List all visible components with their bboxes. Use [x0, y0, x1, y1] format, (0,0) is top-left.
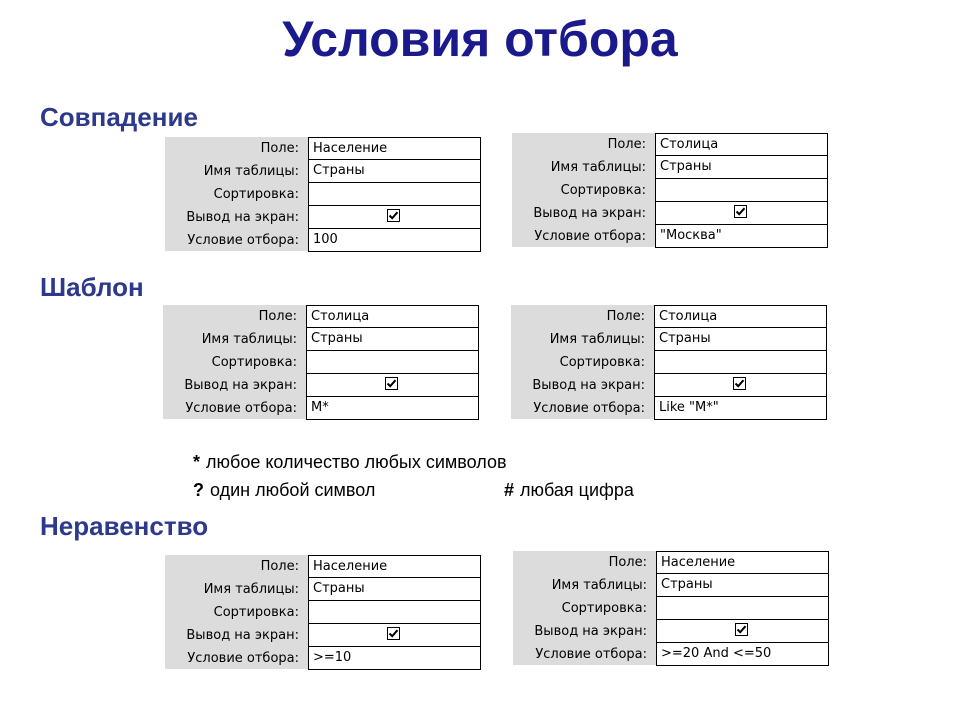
query-grid-1	[165, 137, 481, 251]
table-label: Имя таблицы:	[549, 332, 645, 347]
criteria-label: Условие отбора:	[534, 229, 646, 244]
field-cell[interactable]: Столица	[654, 305, 827, 328]
grid-row-show	[163, 374, 479, 397]
grid-row-criteria	[163, 397, 479, 420]
field-cell[interactable]: Столица	[306, 305, 479, 328]
sort-label: Сортировка:	[213, 187, 299, 202]
field-label: Поле:	[260, 559, 299, 574]
checkmark-icon	[388, 628, 399, 639]
grid-row-field	[165, 555, 481, 578]
show-cell	[656, 620, 829, 643]
show-cell	[306, 374, 479, 397]
sort-label: Сортировка:	[560, 183, 646, 198]
show-checkbox[interactable]	[733, 377, 746, 390]
criteria-cell[interactable]: >=10	[308, 647, 481, 670]
hash-text: любая цифра	[520, 480, 634, 500]
query-grid-3	[163, 305, 479, 419]
table-label: Имя таблицы:	[201, 332, 297, 347]
grid-row-show	[512, 202, 828, 225]
field-label: Поле:	[607, 137, 646, 152]
criteria-label: Условие отбора:	[187, 651, 299, 666]
query-grid-2	[512, 133, 828, 247]
sort-label: Сортировка:	[211, 355, 297, 370]
show-label: Вывод на экран:	[532, 378, 645, 393]
star-symbol: *	[193, 452, 201, 472]
field-cell[interactable]: Население	[656, 551, 829, 574]
question-text: один любой символ	[210, 480, 376, 500]
show-label: Вывод на экран:	[534, 624, 647, 639]
grid-row-criteria	[513, 643, 829, 666]
sort-label: Сортировка:	[559, 355, 645, 370]
grid-row-sort	[512, 179, 828, 202]
field-cell[interactable]: Население	[308, 137, 481, 160]
sort-cell[interactable]	[655, 179, 828, 202]
sort-cell[interactable]	[656, 597, 829, 620]
sort-cell[interactable]	[308, 601, 481, 624]
criteria-cell[interactable]: 100	[308, 229, 481, 252]
grid-row-table	[163, 328, 479, 351]
field-label: Поле:	[260, 141, 299, 156]
section-heading-pattern: Шаблон	[40, 272, 144, 302]
grid-row-show	[165, 624, 481, 647]
grid-row-field	[163, 305, 479, 328]
grid-row-sort	[513, 597, 829, 620]
table-label: Имя таблицы:	[550, 160, 646, 175]
legend-star	[193, 452, 507, 473]
grid-row-sort	[511, 351, 827, 374]
query-grid-4	[511, 305, 827, 419]
sort-cell[interactable]	[306, 351, 479, 374]
slide-title: Условия отбора	[282, 11, 678, 67]
sort-label: Сортировка:	[213, 605, 299, 620]
section-heading-match: Совпадение	[40, 102, 198, 132]
grid-row-table	[165, 578, 481, 601]
grid-row-criteria	[512, 225, 828, 248]
table-cell[interactable]: Страны	[306, 328, 479, 351]
query-grid-5	[165, 555, 481, 669]
hash-symbol: #	[504, 480, 515, 500]
grid-row-table	[511, 328, 827, 351]
table-cell[interactable]: Страны	[654, 328, 827, 351]
field-cell[interactable]: Население	[308, 555, 481, 578]
section-heading-inequality: Неравенство	[40, 511, 209, 541]
checkmark-icon	[386, 378, 397, 389]
show-label: Вывод на экран:	[533, 206, 646, 221]
grid-row-field	[165, 137, 481, 160]
grid-row-table	[513, 574, 829, 597]
grid-row-table	[165, 160, 481, 183]
table-label: Имя таблицы:	[551, 578, 647, 593]
grid-row-show	[511, 374, 827, 397]
show-checkbox[interactable]	[734, 205, 747, 218]
criteria-cell[interactable]: Like "М*"	[654, 397, 827, 420]
checkmark-icon	[734, 378, 745, 389]
grid-row-field	[511, 305, 827, 328]
sort-label: Сортировка:	[561, 601, 647, 616]
question-symbol: ?	[193, 480, 204, 500]
show-cell	[655, 202, 828, 225]
field-cell[interactable]: Столица	[655, 133, 828, 156]
grid-row-field	[512, 133, 828, 156]
query-grid-6	[513, 551, 829, 665]
criteria-label: Условие отбора:	[187, 233, 299, 248]
field-label: Поле:	[608, 555, 647, 570]
show-cell	[308, 206, 481, 229]
show-cell	[654, 374, 827, 397]
star-text: любое количество любых символов	[206, 452, 507, 472]
criteria-label: Условие отбора:	[185, 401, 297, 416]
sort-cell[interactable]	[308, 183, 481, 206]
table-label: Имя таблицы:	[203, 582, 299, 597]
criteria-label: Условие отбора:	[535, 647, 647, 662]
grid-row-table	[512, 156, 828, 179]
table-cell[interactable]: Страны	[308, 160, 481, 183]
show-checkbox[interactable]	[735, 623, 748, 636]
grid-row-show	[513, 620, 829, 643]
grid-row-field	[513, 551, 829, 574]
field-label: Поле:	[258, 309, 297, 324]
grid-row-sort	[165, 183, 481, 206]
show-checkbox[interactable]	[385, 377, 398, 390]
checkmark-icon	[736, 624, 747, 635]
table-label: Имя таблицы:	[203, 164, 299, 179]
criteria-cell[interactable]: "Москва"	[655, 225, 828, 248]
table-cell[interactable]: Страны	[656, 574, 829, 597]
show-label: Вывод на экран:	[186, 210, 299, 225]
criteria-label: Условие отбора:	[533, 401, 645, 416]
grid-row-sort	[165, 601, 481, 624]
legend-question	[193, 480, 375, 501]
show-cell	[308, 624, 481, 647]
checkmark-icon	[735, 206, 746, 217]
show-label: Вывод на экран:	[186, 628, 299, 643]
show-label: Вывод на экран:	[184, 378, 297, 393]
table-cell[interactable]: Страны	[655, 156, 828, 179]
table-cell[interactable]: Страны	[308, 578, 481, 601]
field-label: Поле:	[606, 309, 645, 324]
grid-row-criteria	[511, 397, 827, 420]
show-checkbox[interactable]	[387, 209, 400, 222]
grid-row-sort	[163, 351, 479, 374]
checkmark-icon	[388, 210, 399, 221]
criteria-cell[interactable]: М*	[306, 397, 479, 420]
grid-row-criteria	[165, 229, 481, 252]
grid-row-criteria	[165, 647, 481, 670]
legend-hash	[504, 480, 634, 501]
sort-cell[interactable]	[654, 351, 827, 374]
show-checkbox[interactable]	[387, 627, 400, 640]
criteria-cell[interactable]: >=20 And <=50	[656, 643, 829, 666]
grid-row-show	[165, 206, 481, 229]
